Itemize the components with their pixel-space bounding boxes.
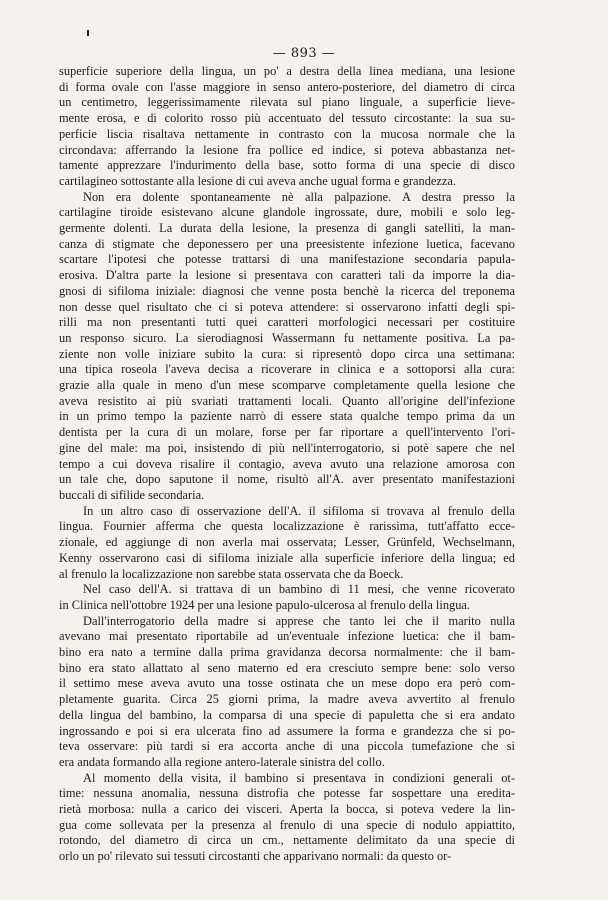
text-line: teva osservare: più tardi si era accorta anche di una piccola tumefazione che si — [59, 739, 515, 754]
text-line: tempo a cui doveva risalire il contagio, aveva avuto una relazione amorosa con — [59, 456, 515, 471]
text-line: bino era stato allattato al seno materno ed era cresciuto sempre bene: solo verso — [59, 660, 515, 675]
text-line: un tale che, dopo saputone il nome, risultò all'A. aver presentato manifestazioni — [59, 472, 515, 487]
print-mark — [87, 30, 89, 36]
text-line: mente erosa, e di colorito rosso più accentuato del tessuto circostante: la sua su- — [59, 111, 515, 126]
text-line: una tipica roseola l'aveva decisa a ricoverare in clinica e a sottoporsi alla cura: — [59, 362, 515, 377]
text-line: lingua. Fournier afferma che questa localizzazione è rarissima, tutt'affatto ecce- — [59, 519, 515, 534]
text-line: in un primo tempo la paziente narrò di essere stata qualche tempo prima da un — [59, 409, 515, 424]
text-line: aveva resistito ai più svariati trattamenti locali. Quanto all'origine dell'infezione — [59, 393, 515, 408]
paragraph — [59, 582, 515, 613]
text-line: ziente non volle iniziare subito la cura: si ripresentò dopo circa una settimana: — [59, 346, 515, 361]
text-line: In un altro caso di osservazione dell'A. il sifiloma si trovava al frenulo della — [83, 503, 515, 518]
text-line: della lingua del bambino, la comparsa di una specie di papuletta che si era andato — [59, 707, 515, 722]
text-line: avevano mai presentato riportabile ad un'eventuale infezione luetica: che il bam- — [59, 629, 515, 644]
paragraph — [59, 504, 515, 583]
text-line: scartare l'ipotesi che potesse trattarsi di una manifestazione secondaria papula- — [59, 252, 515, 267]
text-line: di forma ovale con l'asse maggiore in senso antero-posteriore, del diametro di circa — [59, 79, 515, 94]
text-line: gua come sollevata per la presenza al frenulo di una specie di nodulo appiattito, — [59, 817, 515, 832]
text-line: grazie alla quale in meno d'un mese scomparve completamente quella lesione che — [59, 378, 515, 393]
text-line: Al momento della visita, il bambino si presentava in condizioni generali ot- — [83, 770, 515, 785]
text-line: superficie superiore della lingua, un po' a destra della linea mediana, una lesione — [59, 64, 515, 78]
text-line: era andata formando alla regione antero-laterale sinistra del collo. — [59, 754, 385, 769]
text-line: buccali di sifilide secondaria. — [59, 487, 205, 502]
text-line: rietà morbosa: nulla a carico dei visceri. Aperta la bocca, si poteva vedere la lin- — [59, 802, 515, 817]
text-line: perficie liscia risaltava nettamente in contrasto con la mucosa normale che la — [59, 126, 515, 141]
text-line: Kenny osservarono casi di sifiloma iniziale alla superficie inferiore della lingua; ed — [59, 550, 515, 565]
text-line: dentista per la cura di un molare, forse per far riportare a quell'intervento l'ori- — [59, 425, 515, 440]
text-line: cartilagine tiroide esistevano alcune glandole ingrossate, dure, mobili e solo leg- — [59, 205, 515, 220]
text-line: Dall'interrogatorio della madre si apprese che tanto lei che il marito nulla — [83, 613, 515, 628]
text-line: Non era dolente spontaneamente nè alla palpazione. A destra presso la — [83, 189, 515, 204]
text-line: Nel caso dell'A. si trattava di un bambino di 11 mesi, che venne ricoverato — [83, 582, 515, 597]
paragraph — [59, 771, 515, 865]
text-line: time: nessuna anomalia, nessuna distrofia che potesse far sospettare una eredita- — [59, 786, 515, 801]
text-line: orlo un po' rilevato sui tessuti circostanti che apparivano normali: da questo or- — [59, 849, 452, 864]
text-line: pletamente guarita. Circa 25 giorni prima, la madre aveva avvertito al frenulo — [59, 692, 515, 707]
paragraph — [59, 190, 515, 504]
page-number: — 893 — — [272, 46, 336, 61]
text-line: non desse quel risultato che ci si poteva attendere: si osservarono infatti degli spi- — [59, 299, 515, 314]
text-line: il settimo mese aveva avuto una tosse ostinata che un mese dopo era però com- — [59, 676, 515, 691]
paragraph — [59, 614, 515, 771]
paragraph — [59, 64, 515, 190]
text-line: in Clinica nell'ottobre 1924 per una lesione papulo-ulcerosa al frenulo della lingua. — [59, 597, 470, 612]
text-line: ingrossando e poi si era ulcerata fino ad assumere la forma e grandezza che si po- — [59, 723, 515, 738]
body-text — [59, 64, 515, 865]
text-line: germente dolenti. La durata della lesione, la presenza di gangli satelliti, la man- — [59, 221, 515, 236]
text-line: bino era nato a termine dalla prima gravidanza decorsa normalmente: che il bam- — [59, 645, 515, 660]
text-line: rilli ma non presentanti tutti quei caratteri morfologici necessari per costituire — [59, 315, 515, 330]
text-line: canza di stigmate che deponessero per una preesistente infezione luetica, facevano — [59, 236, 515, 251]
text-line: al frenulo la localizzazione non sarebbe stata osservata che da Boeck. — [59, 566, 404, 581]
text-line: gine del male: ma poi, insistendo di più nell'interrogatorio, si potè sapere che nel — [59, 440, 515, 455]
text-line: tamente apprezzare l'indurimento della base, sotto forma di una specie di disco — [59, 158, 515, 173]
text-line: gnosi di sifiloma iniziale: diagnosi che venne posta benchè la ricerca del treponema — [59, 283, 515, 298]
text-line: un centimetro, leggerissimamente rilevata sul piano linguale, a superficie lieve- — [59, 95, 515, 110]
text-line: un responso sicuro. La sierodiagnosi Wassermann fu nettamente positiva. La pa- — [59, 330, 515, 345]
text-line: circondava: afferrando la lesione fra pollice ed indice, si poteva abbastanza net- — [59, 142, 515, 157]
text-line: rotondo, del diametro di circa un cm., nettamente delimitato da una specie di — [59, 833, 515, 848]
text-line: erosiva. D'altra parte la lesione si presentava con caratteri tali da imporre la dia- — [59, 268, 515, 283]
text-line: zionale, ed aggiunge di non averla mai osservata; Lesser, Grünfeld, Wechselmann, — [59, 535, 515, 550]
text-line: cartilagineo sottostante alla lesione di cui aveva anche ugual forma e grandezza. — [59, 173, 457, 188]
